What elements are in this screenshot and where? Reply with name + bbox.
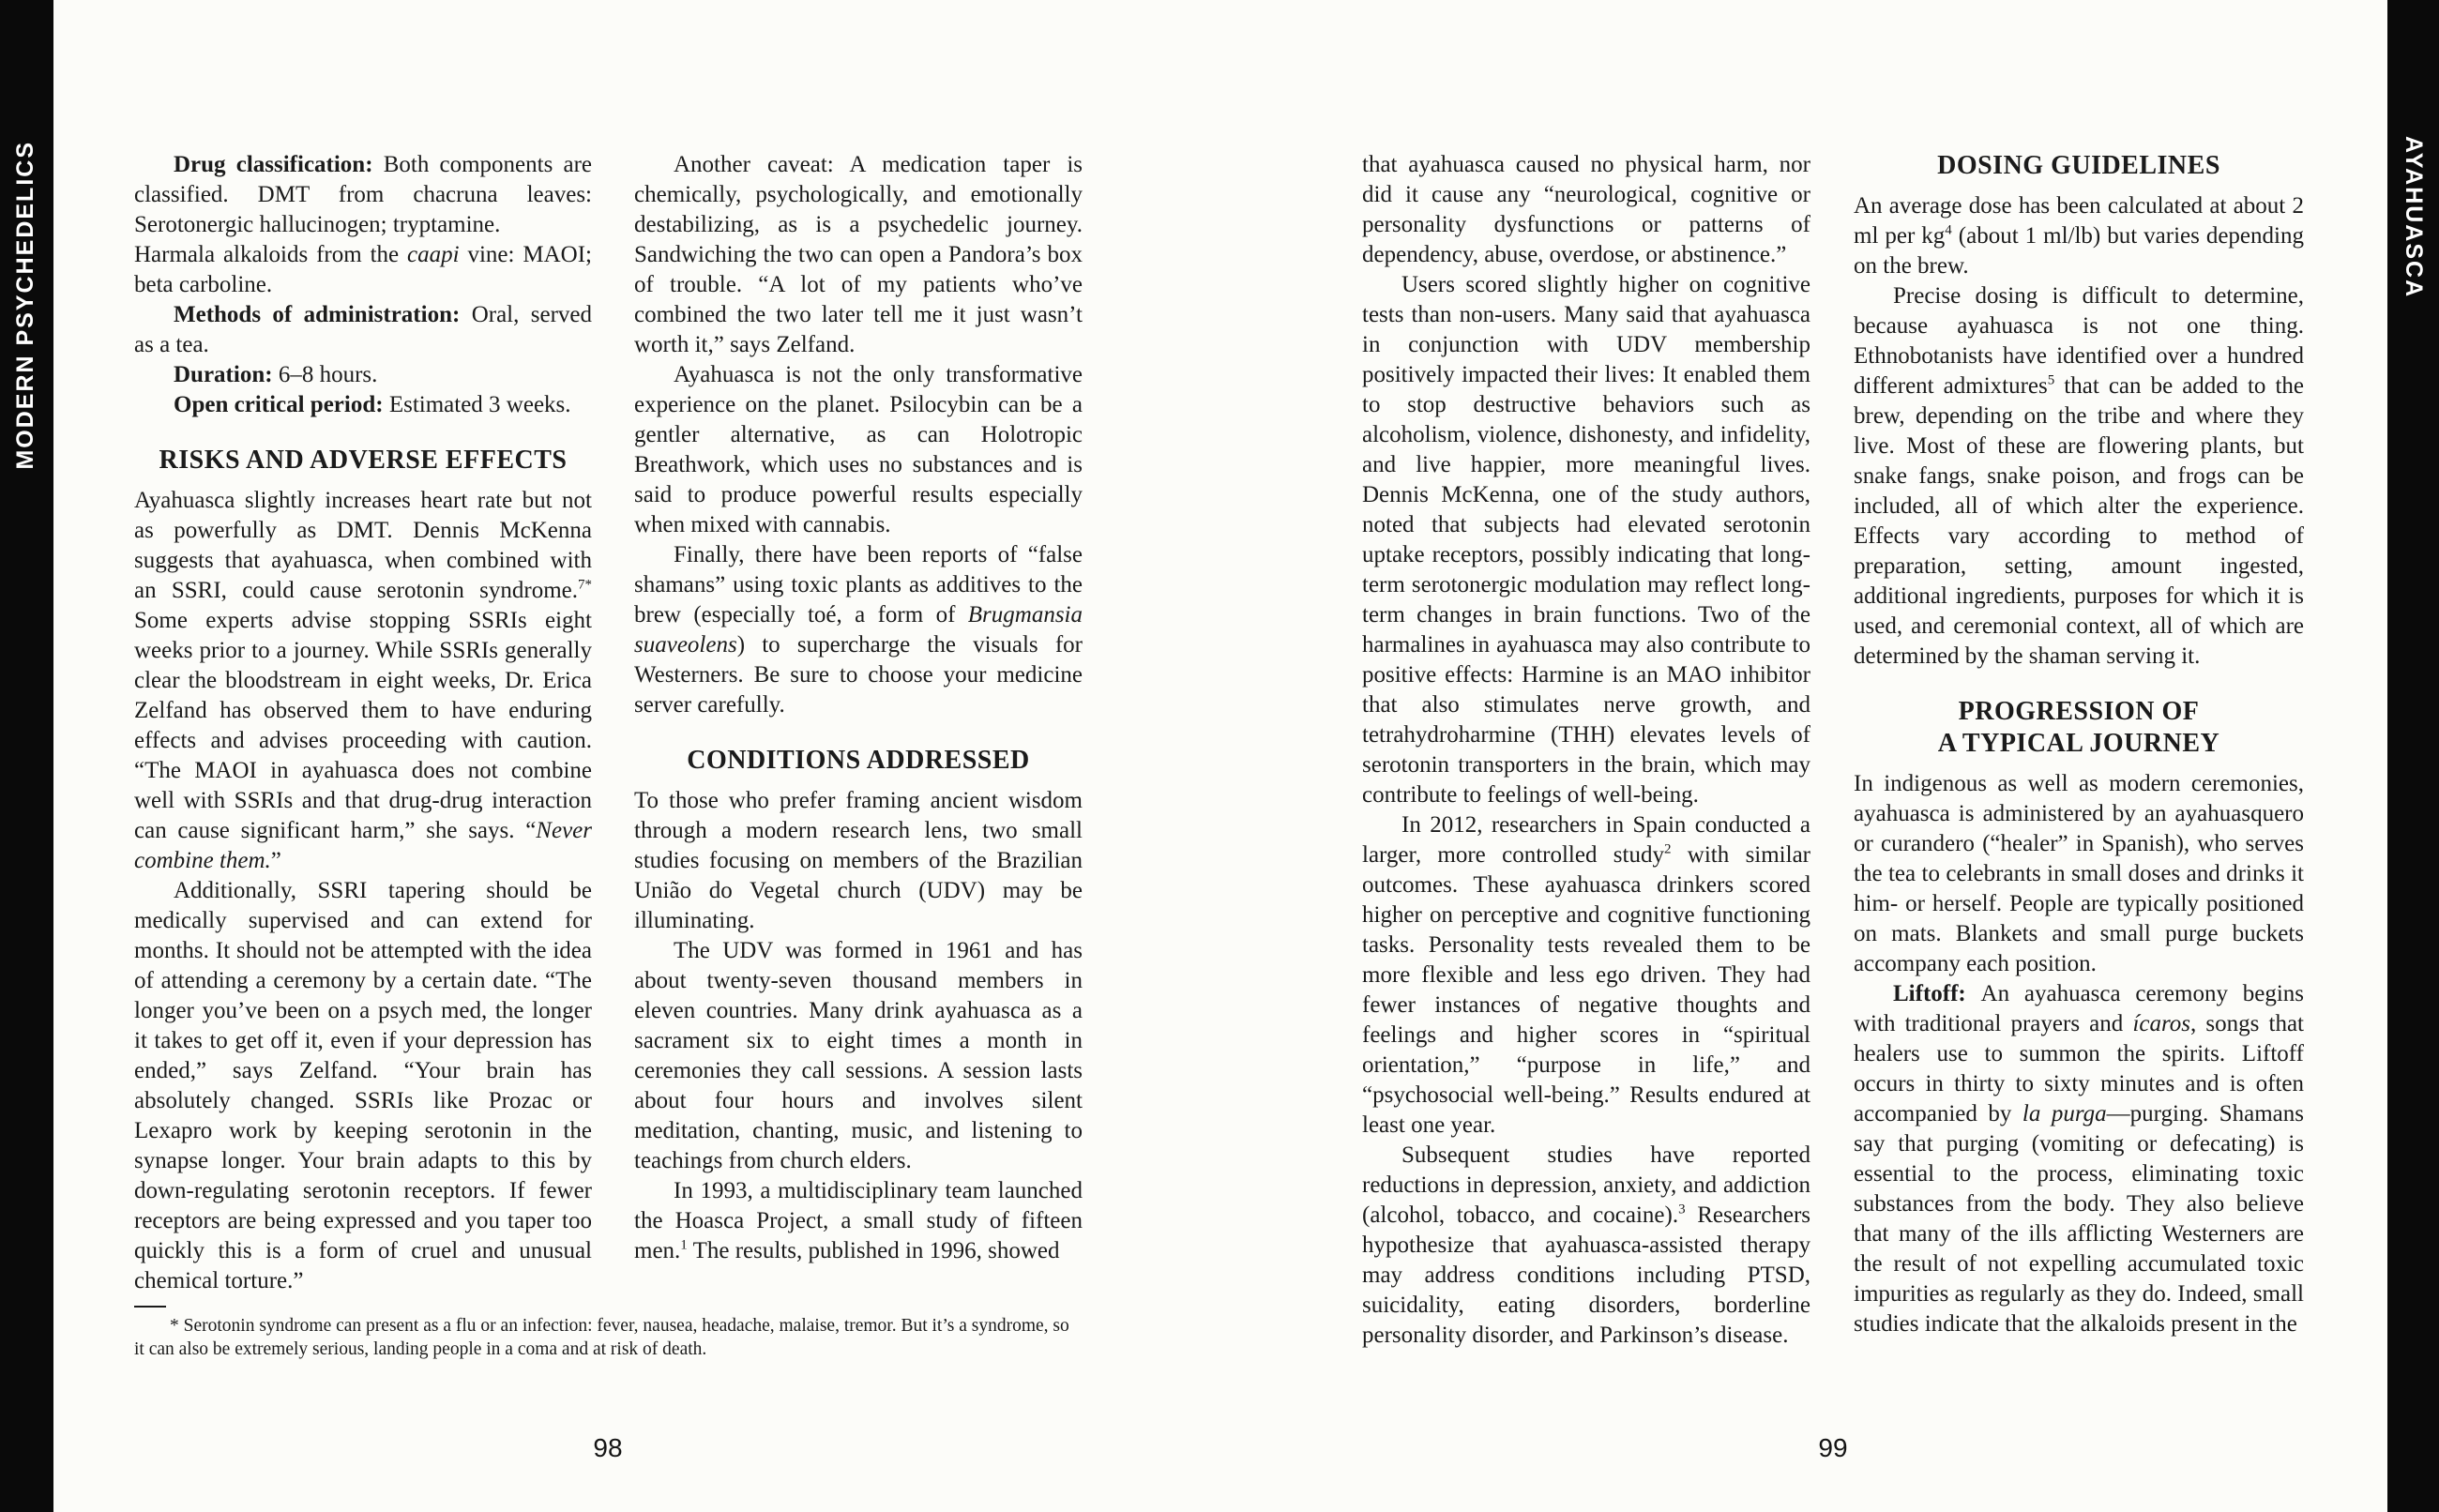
text-column [634, 150, 1083, 1266]
paragraph: To those who prefer framing ancient wisdom through a modern research lens, two small studies focusing on members of the Brazilian União do Vegetal church (UDV) may be illuminating. [634, 788, 1083, 933]
left-margin-bar [0, 0, 53, 1512]
section-heading: CONDITIONS ADDRESSED [687, 746, 1030, 775]
paragraph: In indigenous as well as modern ceremonies, ayahuasca is administered by an ayahuasquero or curandero (“healer” in Spanish), who serves the tea to celebrants in small doses and drinks it him- or herself. People are typically positioned on mats. Blankets and small purge buckets accompany each position. [1854, 771, 2304, 976]
text-column [1854, 150, 2304, 1339]
page-number: 98 [593, 1433, 623, 1462]
paragraph: Ayahuasca slightly increases heart rate but not as powerfully as DMT. Dennis McKenna suggests that ayahuasca, when combined with an SSRI, could cause serotonin syndrome.$^{7*}$ Some experts advise stopping SSRIs eight weeks prior to a journey. While SSRIs generally clear the bloodstream in eight weeks, Dr. Erica Zelfand has observed them to have enduring effects and advises proceeding with caution. “The MAOI in ayahuasca does not combine well with SSRIs and that drug-drug interaction can cause significant harm,” she says. “Never combine them.” [134, 488, 592, 873]
paragraph: An average dose has been calculated at about 2 ml per $kg^4$ (about 1 ml/lb) but varies depending on the brew. [1854, 193, 2304, 279]
paragraph: Precise dosing is difficult to determine, because ayahuasca is not one thing. Ethnobotanists have identified over a hundred different admixtures$^5$ that can be added to the brew, depending on the tribe and where they live. Most of these are flowering plants, but snake fangs, snake poison, and frogs can be included, all of which alter the experience. Effects vary according to method of preparation, setting, amount ingested, additional ingredients, purposes for which it is used, and ceremonial context, all of which are determined by the shaman serving it. [1854, 283, 2304, 669]
footnote-rule [134, 1306, 166, 1308]
endnote-ref: 5 [2047, 372, 2055, 388]
paragraph: Liftoff: An ayahuasca ceremony begins with traditional prayers and ícaros, songs that healers use to summon the spirits. Liftoff occurs in thirty to sixty minutes and is often accompanied by la purga—purging. Shamans say that purging (vomiting or defecating) is essential to the process, eliminating toxic substances from the body. They also believe that many of the ills afflicting Westerners are the result of not expelling accumulated toxic impurities as regularly as they do. Indeed, small studies indicate that the alkaloids present in the [1854, 981, 2305, 1337]
endnote-ref: 7* [578, 577, 592, 593]
paragraph: The UDV was formed in 1961 and has about twenty-seven thousand members in eleven countries. Many drink ayahuasca as a sacrament six to eight times a month in ceremonies they call sessions. A session lasts about four hours and involves silent meditation, chanting, music, and listening to teachings from church elders. [634, 938, 1083, 1173]
paragraph: Ayahuasca is not the only transformative experience on the planet. Psilocybin can be a gentler alternative, as can Holotropic Breathwork, which uses no substances and is said to produce powerful results especially when mixed with cannabis. [634, 362, 1083, 537]
margin-label-series-title: MODERN PSYCHEDELICS [12, 141, 38, 470]
section-heading: RISKS AND ADVERSE EFFECTS [159, 446, 568, 475]
section-heading: DOSING GUIDELINES [1937, 151, 2220, 180]
paragraph: Methods of administration: Oral, served as a tea. [134, 302, 592, 357]
right-margin-bar [2387, 0, 2439, 1512]
paragraph: In 2012, researchers in Spain conducted a larger, more controlled study$^2$ with similar outcomes. These ayahuasca drinkers scored higher on perceptive and cognitive functioning tasks. Personality tests revealed them to be more flexible and less ego driven. They had fewer instances of negative thoughts and feelings and higher scores in “spiritual orientation,” “purpose in life,” and “psychosocial well-being.” Results endured at least one year. [1362, 812, 1810, 1138]
endnote-ref: 2 [1663, 841, 1672, 857]
paragraph: that ayahuasca caused no physical harm, nor did it cause any “neurological, cognitive or personality dysfunctions or patterns of dependency, abuse, overdose, or abstinence.” [1362, 152, 1810, 267]
paragraph: Drug classification: Both components are classified. DMT from chacruna leaves: Serotonergic hallucinogen; tryptamine. [134, 152, 592, 237]
page-number: 99 [1818, 1433, 1848, 1462]
paragraph: Harmala alkaloids from the caapi vine: MAOI; beta carboline. [134, 242, 592, 297]
paragraph: Additionally, SSRI tapering should be medically supervised and can extend for months. It should not be attempted with the idea of attending a ceremony by a certain date. “The longer you’ve been on a psych med, the longer it takes to get off it, even if your depression has ended,” says Zelfand. “Your brain has absolutely changed. SSRIs like Prozac or Lexapro work by keeping serotonin in the synapse longer. Your brain adapts to this by down-regulating serotonin receptors. If fewer receptors are being expressed and you taper too quickly this is a form of cruel and unusual chemical torture.” [134, 878, 592, 1293]
endnote-ref: 3 [1678, 1202, 1686, 1217]
paragraph: Users scored slightly higher on cognitive tests than non-users. Many said that ayahuasca in conjunction with UDV membership positively impacted their lives: It enabled them to stop destructive behaviors such as alcoholism, violence, dishonesty, and infidelity, and live happier, more meaningful lives. Dennis McKenna, one of the study authors, noted that subjects had elevated serotonin uptake receptors, possibly indicating that long-term serotonergic modulation may reflect long-term changes in brain functions. Two of the harmalines in ayahuasca may also contribute to positive effects: Harmine is an MAO inhibitor that also stimulates nerve growth, and tetrahydroharmine (THH) elevates levels of serotonin transporters in the brain, which may contribute to feelings of well-being. [1362, 272, 1810, 808]
paragraph: Finally, there have been reports of “false shamans” using toxic plants as additives to the brew (especially toé, a form of Brugmansia suaveolens) to supercharge the visuals for Westerners. Be sure to choose your medicine server carefully. [634, 542, 1083, 718]
paragraph: Another caveat: A medication taper is chemically, psychologically, and emotionally destabilizing, as is a psychedelic journey. Sandwiching the two can open a Pandora’s box of trouble. “A lot of my patients who’ve combined the two later tell me it just wasn’t worth it,” says Zelfand. [634, 152, 1083, 357]
margin-label-chapter-title: AYAHUASCA [2401, 136, 2427, 299]
endnote-ref: 1 [680, 1237, 688, 1253]
text-column [1362, 150, 1810, 1351]
paragraph: Duration: 6–8 hours. [174, 362, 378, 387]
footnote [134, 1306, 1082, 1361]
text-column [134, 150, 592, 1296]
section-heading: PROGRESSION OF A TYPICAL JOURNEY [1937, 697, 2220, 758]
footnote-marker: * [170, 1316, 179, 1336]
paragraph: Open critical period: Estimated 3 weeks. [174, 392, 571, 417]
paragraph: In 1993, a multidisciplinary team launched the Hoasca Project, a small study of fifteen men.$^1$ The results, published in 1996, showed [634, 1178, 1083, 1263]
paragraph: Subsequent studies have reported reductions in depression, anxiety, and addiction (alcohol, tobacco, and cocaine).$^3$ Researchers hypothesize that ayahuasca-assisted therapy may address conditions including PTSD, suicidality, eating disorders, borderline personality disorder, and Parkinson’s disease. [1362, 1142, 1811, 1348]
endnote-ref: 4 [1945, 222, 1952, 238]
footnote-text: * Serotonin syndrome can present as a flu or an infection: fever, nausea, headache, malaise, tremor. But it’s a syndrome, so it can also be extremely serious, landing people in a coma and at risk of death. [134, 1316, 1069, 1359]
